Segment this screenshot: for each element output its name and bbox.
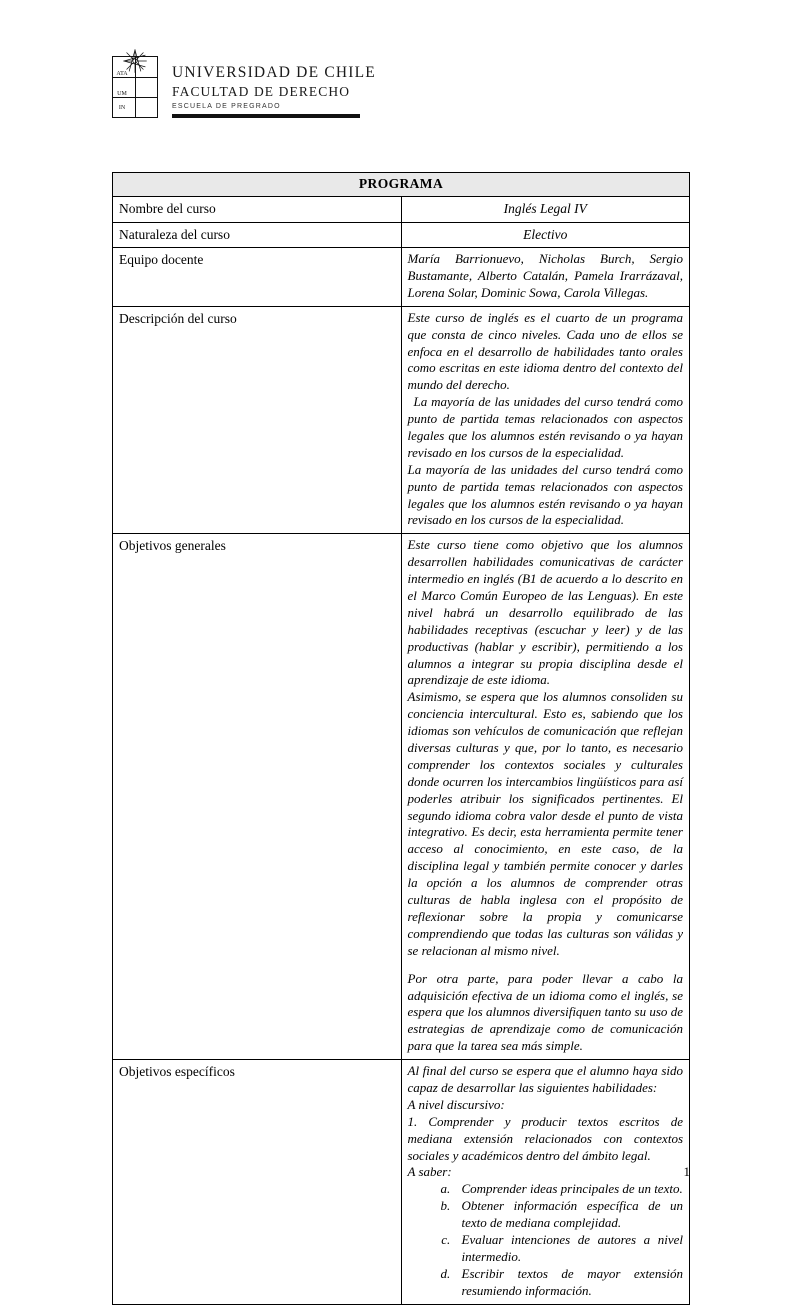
equipo-docente-text: María Barrionuevo, Nicholas Burch, Sergio Bustamante, Alberto Catalán, Pamela Irarrázaval, Lorena Solar, Dominic Sowa, Carola Villegas. [407,251,683,300]
letterhead-text [172,50,376,118]
list-item: c. Evaluar intenciones de autores a nivel intermedio. [454,1232,684,1266]
table-row [113,248,690,307]
objetivos-generales-paragraph-3: Por otra parte, para poder llevar a cabo la adquisición efectiva de un idioma como el inglés, se espera que los alumnos diversifiquen tanto su uso de estrategias de aprendizaje como de comunicación para que la tarea sea más simple. [407,970,683,1054]
table-row [113,197,690,223]
objetivos-generales-paragraph-1: Este curso tiene como objetivo que los alumnos desarrollen habilidades comunicativas de carácter intermedio en inglés (B1 de acuerdo a lo descrito en el Marco Común Europeo de las Lenguas). En este nivel habrá un desarrollo equilibrado de las habilidades receptivas (escuchar y leer) y de las productivas (hablar y escribir), permitiendo a los alumnos a integrar su propia disciplina desde el aprendizaje de este idioma. [407,537,683,688]
crest-cell-2: UM [117,91,127,97]
row-label-objetivos-especificos: Objetivos específicos [113,1060,402,1304]
faculty-name: FACULTAD DE DERECHO [172,84,351,99]
row-value-objetivos-especificos [401,1060,690,1304]
descripcion-paragraph-1: Este curso de inglés es el cuarto de un programa que consta de cinco niveles. Cada uno de ellos se enfoca en el desarrollo de habilidades tanto orales como escritas en este idioma dentro del contexto del mundo del derecho. [407,309,683,393]
row-value-naturaleza-del-curso: Electivo [401,222,690,248]
row-label-descripcion-del-curso: Descripción del curso [113,306,402,534]
letterhead-rule [172,114,360,118]
crest-cell-1: ATA [116,71,128,77]
row-label-equipo-docente: Equipo docente [113,248,402,307]
table-row [113,306,690,534]
objetivos-especificos-paragraph-2: A nivel discursivo: [407,1096,505,1112]
objetivos-generales-paragraph-2: Asimismo, se espera que los alumnos consoliden su conciencia intercultural. Esto es, sabiendo que los idiomas son vehículos de comunicación que reflejan diversas culturas y que, por lo tanto, es necesario comprender los contextos sociales y culturales donde ocurren los intercambios lingüísticos para así poderles atribuir los significados pertinentes. El segundo idioma cobra valor desde el punto de vista integrativo. Es decir, esta herramienta permite tener acceso al conocimiento, en este caso, de la disciplina legal y también permite conocer y darles la opción a los alumnos de comprender otras culturas de habla inglesa con el propósito de reflexionar sobre la propia y comunicarse comprendiendo que todas las culturas son válidas y se relacionan al mismo nivel. [407,689,683,958]
objetivos-especificos-paragraph-4: A saber: [407,1164,452,1180]
table-title: PROGRAMA [113,173,690,197]
row-value-descripcion-del-curso [401,306,690,534]
programa-table [112,172,690,1305]
table-row [113,534,690,1060]
row-value-objetivos-generales [401,534,690,1060]
row-label-objetivos-generales: Objetivos generales [113,534,402,1060]
page-number: 1 [683,1164,690,1179]
row-value-equipo-docente [401,248,690,307]
objetivos-especificos-list [408,1181,684,1299]
university-crest-icon [112,56,158,118]
letterhead [112,50,376,118]
row-value-nombre-del-curso: Inglés Legal IV [401,197,690,223]
table-title-row [113,173,690,197]
row-label-naturaleza-del-curso: Naturaleza del curso [113,222,402,248]
table-row [113,222,690,248]
row-label-nombre-del-curso: Nombre del curso [113,197,402,223]
school-name: ESCUELA DE PREGRADO [172,103,281,110]
descripcion-paragraph-2: La mayoría de las unidades del curso tendrá como punto de partida temas relacionados con aspectos legales que los alumnos estén revisando o ya hayan revisado en los cursos de la especialidad. [407,394,683,460]
objetivos-especificos-paragraph-3: 1. Comprender y producir textos escritos de mediana extensión relacionados con contextos sociales y académicos dentro del ámbito legal. [407,1113,683,1163]
list-item: a. Comprender ideas principales de un texto. [454,1181,684,1198]
crest-cell-3: IN [118,105,126,111]
table-row [113,1060,690,1304]
university-name: UNIVERSIDAD DE CHILE [172,64,376,81]
descripcion-paragraph-3: La mayoría de las unidades del curso tendrá como punto de partida temas relacionados con aspectos legales que los alumnos estén revisando o ya hayan revisado en los cursos de la especialidad. [407,461,683,528]
list-item: b. Obtener información específica de un texto de mediana complejidad. [454,1198,684,1232]
list-item: d. Escribir textos de mayor extensión resumiendo información. [454,1266,684,1300]
objetivos-especificos-paragraph-1: Al final del curso se espera que el alumno haya sido capaz de desarrollar las siguientes habilidades: [407,1063,683,1095]
